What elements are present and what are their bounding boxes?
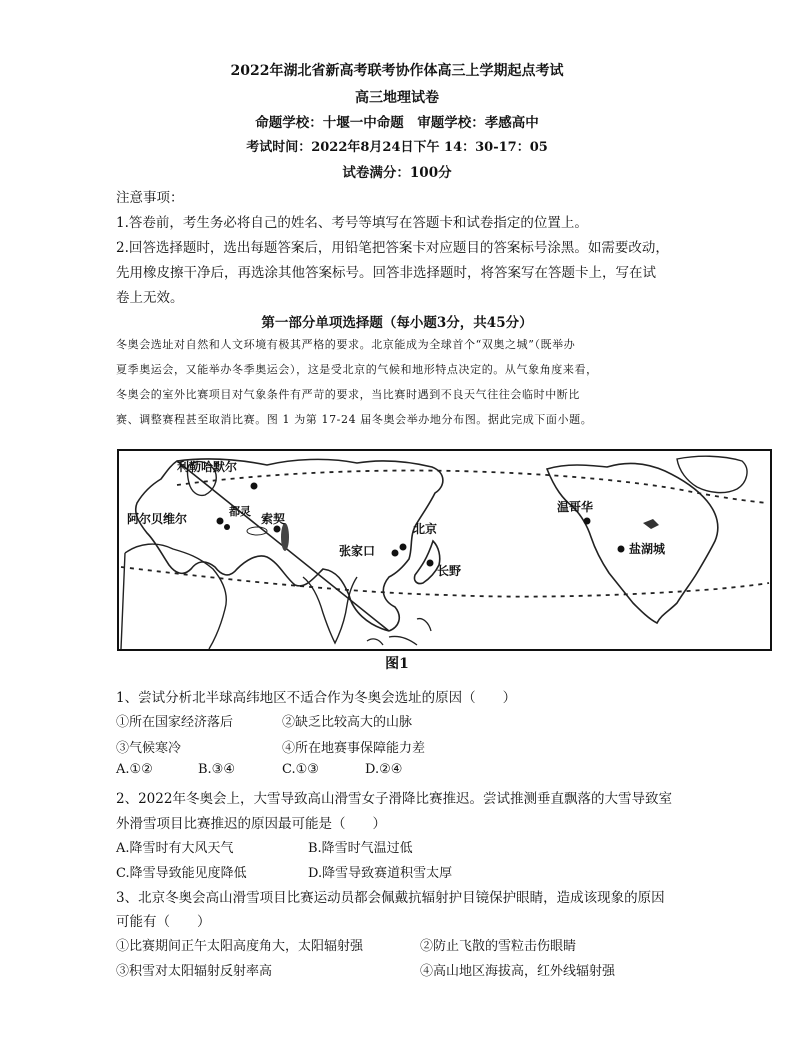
- exam-schools: 命题学校：十堰一中命题 审题学校：孝感高中: [255, 115, 539, 131]
- exam-score: 试卷满分：100分: [342, 165, 452, 181]
- intro-line-3: 冬奥会的室外比赛项目对气象条件有严苛的要求，当比赛时遇到不良天气往往会临时中断比: [116, 388, 580, 401]
- q2-stem-line-2: 外滑雪项目比赛推迟的原因最可能是（ ）: [116, 816, 386, 832]
- notice-item-1: 1.答卷前，考生务必将自己的姓名、考号等填写在答题卡和试卷指定的位置上。: [116, 215, 588, 231]
- part1-heading: 第一部分单项选择题（每小题3分，共45分）: [261, 315, 533, 331]
- saltlake-dot: [618, 546, 625, 553]
- lillehammer-dot: [251, 483, 258, 490]
- q1-statement-4: ④所在地赛事保障能力差: [282, 741, 426, 756]
- q1-statement-2: ②缺乏比较高大的山脉: [282, 715, 413, 730]
- turin-dot: [224, 524, 230, 530]
- q1-option-a[interactable]: A.①②: [116, 762, 153, 777]
- q1-statement-1: ①所在国家经济落后: [116, 715, 234, 730]
- q2-option-b[interactable]: B.降雪时气温过低: [308, 841, 413, 856]
- q3-statement-2: ②防止飞散的雪粒击伤眼睛: [420, 939, 577, 954]
- sochi-dot: [274, 526, 281, 533]
- label-vancouver: 温哥华: [557, 500, 594, 514]
- q1-option-d[interactable]: D.②④: [365, 762, 403, 777]
- q3-stem-line-1: 3、北京冬奥会高山滑雪项目比赛运动员都会佩戴抗辐射护目镜保护眼睛，造成该现象的原因: [116, 890, 665, 906]
- q2-option-d[interactable]: D.降雪导致赛道积雪太厚: [308, 866, 453, 881]
- q3-statement-3: ③积雪对太阳辐射反射率高: [116, 964, 273, 979]
- q3-statement-1: ①比赛期间正午太阳高度角大，太阳辐射强: [116, 939, 364, 954]
- notice-item-2-line-1: 2.回答选择题时，选出每题答案后，用铅笔把答案卡对应题目的答案标号涂黑。如需要改动，: [116, 240, 669, 256]
- map-caption: 图1: [385, 656, 409, 672]
- q1-statement-3: ③气候寒冷: [116, 741, 182, 756]
- vancouver-dot: [584, 518, 591, 525]
- exam-title: 2022年湖北省新高考联考协作体高三上学期起点考试: [230, 63, 564, 79]
- label-turin: 都灵: [229, 505, 251, 518]
- q2-stem-line-1: 2、2022年冬奥会上，大雪导致高山滑雪女子滑降比赛推迟。尝试推测垂直飘落的大雪导致室: [116, 791, 672, 807]
- zhangjiakou-dot: [392, 550, 399, 557]
- label-nagano: 长野: [437, 564, 462, 578]
- q2-option-c[interactable]: C.降雪导致能见度降低: [116, 866, 247, 881]
- exam-time: 考试时间：2022年8月24日下午 14：30-17：05: [246, 140, 548, 155]
- notice-heading: 注意事项：: [116, 190, 184, 206]
- intro-line-1: 冬奥会选址对自然和人文环境有极其严格的要求。北京能成为全球首个“双奥之城”（既举办: [116, 338, 576, 351]
- label-sochi: 索契: [261, 512, 286, 526]
- q2-option-a[interactable]: A.降雪时有大风天气: [116, 841, 234, 856]
- intro-line-4: 赛、调整赛程甚至取消比赛。图 1 为第 17-24 届冬奥会举办地分布图。据此完成下面小题。: [116, 413, 593, 426]
- albertville-dot: [217, 518, 224, 525]
- q3-stem-line-2: 可能有（ ）: [116, 914, 211, 930]
- exam-subject: 高三地理试卷: [355, 90, 439, 106]
- notice-item-2-line-3: 卷上无效。: [116, 290, 184, 306]
- intro-line-2: 夏季奥运会，又能举办冬季奥运会），这是受北京的气候和地形特点决定的。从气象角度来看，: [116, 363, 598, 376]
- winter-olympics-map: [117, 449, 772, 651]
- q1-option-b[interactable]: B.③④: [198, 762, 235, 777]
- q1-stem: 1、尝试分析北半球高纬地区不适合作为冬奥会选址的原因（ ）: [116, 690, 517, 706]
- nagano-dot: [427, 560, 434, 567]
- label-zhangjiakou: 张家口: [339, 544, 376, 558]
- notice-item-2-line-2: 先用橡皮擦干净后，再选涂其他答案标号。回答非选择题时，将答案写在答题卡上，写在试: [116, 265, 656, 281]
- q1-option-c[interactable]: C.①③: [282, 762, 319, 777]
- caspian-sea: [281, 523, 289, 551]
- label-beijing: 北京: [413, 522, 438, 536]
- beijing-dot: [400, 544, 407, 551]
- label-albertville: 阿尔贝维尔: [127, 512, 188, 526]
- label-saltlake: 盐湖城: [629, 542, 666, 556]
- q3-statement-4: ④高山地区海拔高，红外线辐射强: [420, 964, 616, 979]
- label-lillehammer: 利勒哈默尔: [177, 460, 238, 474]
